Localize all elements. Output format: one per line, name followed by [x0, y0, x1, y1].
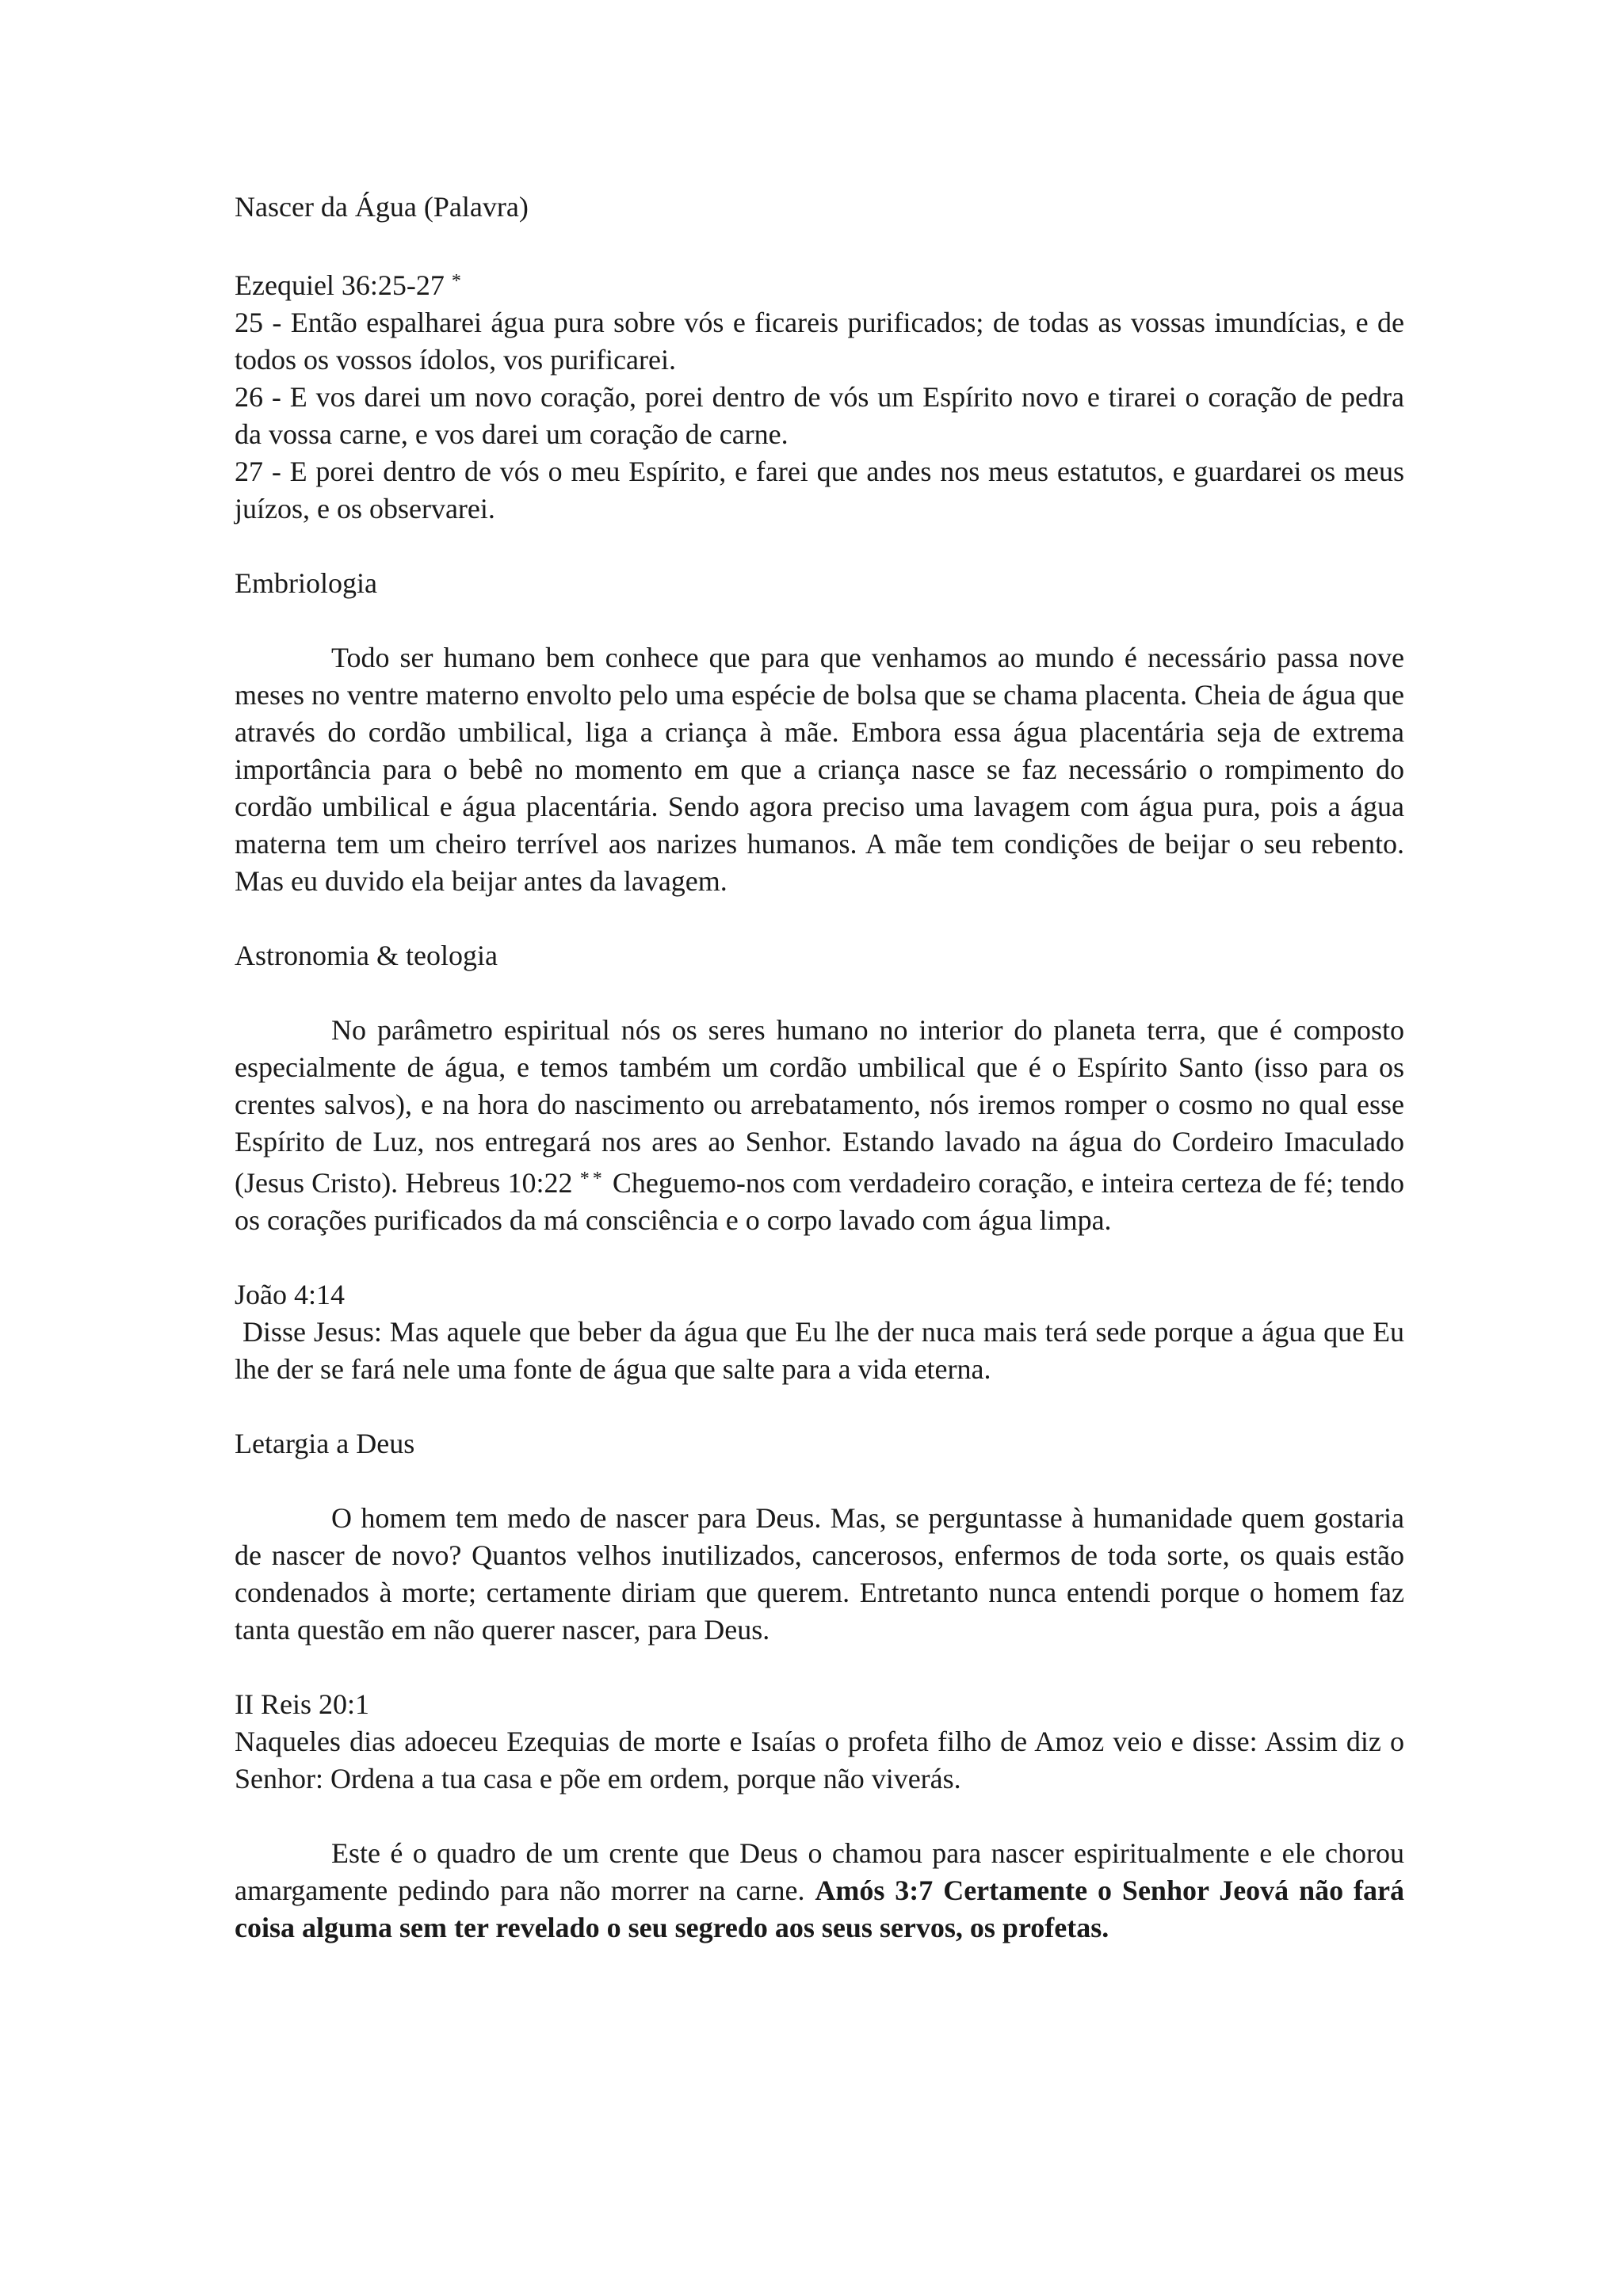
paragraph-reis: Naqueles dias adoeceu Ezequias de morte e Isaías o profeta filho de Amoz veio e disse: Assim diz o Senhor: Ordena a tua casa e põe em ordem, porque não viverás.: [235, 1726, 1404, 1794]
scripture-reference-joao: João 4:14: [235, 1279, 345, 1310]
heading-embriologia: Embriologia: [235, 567, 377, 599]
paragraph-embriologia: Todo ser humano bem conhece que para que venhamos ao mundo é necessário passa nove meses no ventre materno envolto pelo uma espécie de bolsa que se chama placenta. Cheia de água que através do cordão umbilical, liga a criança à mãe. Embora essa água placentária seja de extrema importância para o bebê no momento em que a criança nasce se faz necessário o rompimento do cordão umbilical e água placentária. Sendo agora preciso uma lavagem com água pura, pois a água materna tem um cheiro terrível aos narizes humanos. A mãe tem condições de beijar o seu rebento. Mas eu duvido ela beijar antes da lavagem.: [235, 642, 1404, 897]
heading-astronomia: Astronomia & teologia: [235, 940, 498, 971]
verse-25: 25 - Então espalharei água pura sobre vós e ficareis purificados; de todas as vossas imundícias, e de todos os vossos ídolos, vos purificarei.: [235, 307, 1404, 376]
verse-27: 27 - E porei dentro de vós o meu Espírito, e farei que andes nos meus estatutos, e guardarei os meus juízos, e os observarei.: [235, 456, 1404, 524]
scripture-reference-ezequiel: Ezequiel 36:25-27 *: [235, 269, 464, 301]
footnote-marker: *: [451, 271, 464, 292]
scripture-reference-reis: II Reis 20:1: [235, 1688, 369, 1720]
paragraph-letargia: O homem tem medo de nascer para Deus. Mas, se perguntasse à humanidade quem gostaria de nascer de novo? Quantos velhos inutilizados, cancerosos, enfermos de toda sorte, os quais estão condenados à morte; certamente diriam que querem. Entretanto nunca entendi porque o homem faz tanta questão em não querer nascer, para Deus.: [235, 1502, 1404, 1646]
paragraph-joao: Disse Jesus: Mas aquele que beber da água que Eu lhe der nuca mais terá sede porque a água que Eu lhe der se fará nele uma fonte de água que salte para a vida eterna.: [235, 1316, 1405, 1385]
footnote-marker-2: **: [579, 1169, 605, 1189]
bold-quote-amos: Amós 3:7 Certamente o Senhor Jeová não fará coisa alguma sem ter revelado o seu segredo aos seus servos, os profetas.: [235, 1875, 1404, 1943]
paragraph-final: Este é o quadro de um crente que Deus o chamou para nascer espiritualmente e ele chorou amargamente pedindo para não morrer na carne. Amós 3:7 Certamente o Senhor Jeová não fará coisa alguma sem ter revelado o seu segredo aos seus servos, os profetas.: [235, 1837, 1404, 1943]
verse-26: 26 - E vos darei um novo coração, porei dentro de vós um Espírito novo e tirarei o coração de pedra da vossa carne, e vos darei um coração de carne.: [235, 381, 1404, 450]
heading-letargia: Letargia a Deus: [235, 1428, 415, 1459]
paragraph-astronomia: No parâmetro espiritual nós os seres humano no interior do planeta terra, que é composto especialmente de água, e temos também um cordão umbilical que é o Espírito Santo (isso para os crentes salvos), e na hora do nascimento ou arrebatamento, nós iremos romper o cosmo no qual esse Espírito de Luz, nos entregará nos ares ao Senhor. Estando lavado na água do Cordeiro Imaculado (Jesus Cristo). Hebreus 10:22 ** Cheguemo-nos com verdadeiro coração, e inteira certeza de fé; tendo os corações purificados da má consciência e o corpo lavado com água limpa.: [235, 1014, 1405, 1236]
document-page: [235, 189, 1404, 1947]
document-title: Nascer da Água (Palavra): [235, 191, 529, 223]
